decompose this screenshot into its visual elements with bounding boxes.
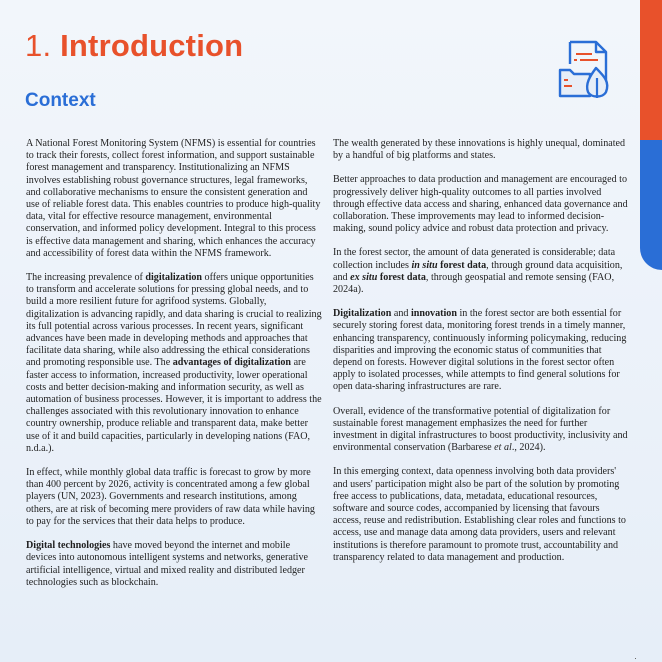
section-number: 1. xyxy=(25,28,52,63)
paragraph: Digital technologies have moved beyond the internet and mobile devices into autonomous intelligent systems and networks, generative artificial intelligence, virtual and mixed reality and distributed ledger technologies such as blockchain. xyxy=(26,540,309,588)
side-bar-blue xyxy=(640,140,662,270)
paragraph: In effect, while monthly global data traffic is forecast to grow by more than 400 percent by 2026, activity is concentrated among a few global players (UN, 2023). Governments and research institutions, among others, are at risk of becoming mere providers of raw data while having to pay for the services that their data helps to produce. xyxy=(26,467,315,527)
right-column xyxy=(333,138,628,576)
paragraph: In this emerging context, data openness involving both data providers' and users' participation might also be part of the solution by promoting free access to publications, data, metadata, educational resources, software and source codes, accompanied by licensing that favours access, reuse and redistribution. Establishing clear roles and functions to access, use and manage data among data providers, users and relevant institutions is therefore paramount to promote trust, accountability and transparency related to data management and production. xyxy=(333,466,626,563)
paragraph: Better approaches to data production and management are encouraged to progressively deliver high-quality outcomes to all parties involved through effective data access and sharing, enhanced data governance and collaboration. These improvements may lead to informed decision-making, sound policy advice and robust data protection and privacy. xyxy=(333,174,628,235)
paragraph: A National Forest Monitoring System (NFMS) is essential for countries to track their forests, collect forest information, and support sustainable forest management and transparency. Institutionalizing an NFMS involves establishing robust governance structures, legal frameworks, and collaborative mechanisms to ensure the consistent generation and use of reliable forest data. This enables countries to produce high-quality data, vital for effective resource management, environmental conservation, and informed policy development. Integral to this process is effective data management and sharing, which enhances the accuracy and accessibility of forest data within the NFMS framework. xyxy=(26,138,321,259)
paragraph: The increasing prevalence of digitalization offers unique opportunities to transform and accelerate solutions for pressing global needs, and to build a more resilient future for agrifood systems. Globally, digitalization is advancing rapidly, and data sharing is crucial to realizing its full potential across various processes. In recent years, significant advances have been made in developing methods and approaches that facilitate data sharing, while also addressing the ethical considerations and promoting responsible use. The advantages of digitalization are faster access to information, increased productivity, lower operational costs and better decision-making and information security, as well as automation of business processes. However, it is important to address the challenges associated with this revolutionary innovation to enhance country ownership, produce reliable and transparent data, make better use of it and build capacities, particularly in developing nations (FAO, n.d.a.). xyxy=(26,272,322,454)
section-title: Introduction xyxy=(60,28,244,63)
side-bar-orange xyxy=(640,0,662,140)
paragraph: The wealth generated by these innovations is highly unequal, dominated by a handful of big platforms and states. xyxy=(333,138,626,162)
paragraph: Digitalization and innovation in the forest sector are both essential for securely storing forest data, monitoring forest trends in a timely manner, enhancing transparency, continuously informing policymaking, reducing disparities and improving the economic status of communities that depend on forests. However digital solutions in the forest sector often apply to isolated processes, while attempts to find general solutions for open data-sharing infrastructures are rare. xyxy=(333,308,627,393)
subsection-title: Context xyxy=(25,90,96,111)
document-forest-icon xyxy=(556,40,614,102)
paragraph: Overall, evidence of the transformative potential of digitalization for sustainable forest management emphasizes the need for further investment in digital infrastructures to boost productivity, inclusivity and environmental conservation (Barbarese et al., 2024). xyxy=(333,405,628,454)
left-column xyxy=(26,138,322,601)
page-title xyxy=(25,28,243,64)
paragraph: In the forest sector, the amount of data generated is considerable; data collection includes in situ forest data, through ground data acquisition, and ex situ forest data, through geospatial and remote sensing (FAO, 2024a). xyxy=(333,247,623,296)
decorative-side-bar xyxy=(640,0,662,270)
page-marker xyxy=(635,658,636,659)
